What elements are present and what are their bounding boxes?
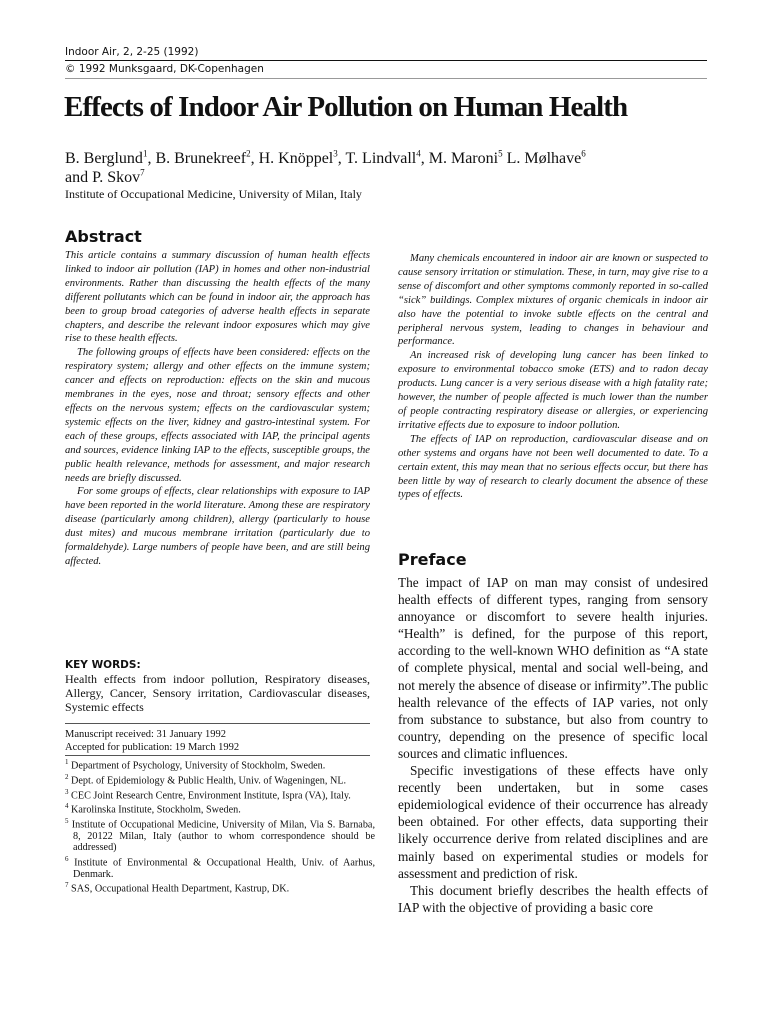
abstract-right-column	[398, 252, 708, 502]
preface-section	[398, 550, 708, 916]
copyright-line: © 1992 Munksgaard, DK-Copenhagen	[65, 61, 707, 79]
abstract-left-column	[65, 227, 370, 569]
keywords-heading: KEY WORDS:	[65, 659, 141, 671]
author: and P. Skov$^7$	[65, 167, 145, 186]
abstract-paragraph: Many chemicals encountered in indoor air are known or suspected to cause sensory irritation or stimulation. These, in turn, may give rise to a sense of discomfort and other symptoms commonly reported in so-called “sick” buildings. Complex mixtures of organic chemicals in indoor air also have the potential to invoke subtle effects on the central and peripheral nervous system, leading to changes in behaviour and performance.	[398, 253, 708, 348]
footnote: $^5$ Institute of Occupational Medicine, University of Milan, Via S. Barnaba, 8, 20122 Milan, Italy (author to whom correspondence should be addressed)	[65, 817, 375, 854]
author: B. Brunekreef$^2$,	[155, 148, 259, 167]
footnotes	[65, 757, 375, 895]
masthead	[65, 44, 707, 79]
received-date: Manuscript received: 31 January 1992	[65, 729, 226, 740]
author: H. Knöppel$^3$,	[258, 148, 346, 167]
keywords-block	[65, 659, 370, 714]
accepted-date: Accepted for publication: 19 March 1992	[65, 741, 240, 753]
article-title: Effects of Indoor Air Pollution on Human Health	[64, 91, 628, 123]
abstract-paragraph: This article contains a summary discussion of human health effects linked to indoor air pollution (IAP) in homes and other non-industrial environments. Rather than discussing the health effects of the many different pollutants which can be found in indoor air, the approach has been to group broad categories of adverse health effects in separate chapters, and describe the relevant indoor exposures which may give rise to these health effects.	[65, 250, 370, 345]
author: T. Lindvall$^4$,	[345, 148, 429, 167]
author: L. Mølhave$^6$	[506, 148, 586, 167]
footnote: $^2$ Dept. of Epidemiology & Public Health, Univ. of Wageningen, NL.	[65, 772, 347, 787]
divider	[65, 755, 370, 756]
manuscript-dates	[65, 729, 370, 754]
footnote: $^3$ CEC Joint Research Centre, Environment Institute, Ispra (VA), Italy.	[65, 787, 351, 801]
footnote: $^4$ Karolinska Institute, Stockholm, Sweden.	[65, 802, 241, 816]
preface-paragraph: This document briefly describes the health effects of IAP with the objective of providing a basic core	[398, 882, 708, 915]
affiliation: Institute of Occupational Medicine, University of Milan, Italy	[65, 187, 362, 201]
author-list	[65, 149, 715, 187]
keywords-text: Health effects from indoor pollution, Respiratory diseases, Allergy, Cancer, Sensory irritation, Cardiovascular diseases, Systemic effects	[65, 672, 370, 714]
preface-paragraph: The impact of IAP on man may consist of undesired health effects of different types, ranging from sensory annoyance or discomfort to severe health injuries. “Health” is defined, for the purpose of this report, according to the well-known WHO definition as “A state of complete physical, mental and social well-being, and not merely the absence of disease or infirmity”.The public health relevance of the effects of IAP varies, not only from substance to substance, but also from country to country, depending on the presence of specific local sources and climatic influences.	[398, 575, 708, 761]
footnote: $^6$ Institute of Environmental & Occupational Health, Univ. of Aarhus, Denmark.	[65, 854, 375, 880]
abstract-paragraph: An increased risk of developing lung cancer has been linked to exposure to environmental tobacco smoke (ETS) and to radon decay products. Lung cancer is a very serious disease with a high fatality rate; however, the number of people affected is much lower than the number of people contracting respiratory disease or allergies, or experiencing irritative effects due to exposure to indoor pollution.	[398, 350, 708, 431]
divider	[65, 723, 370, 724]
preface-paragraph: Specific investigations of these effects have only recently been undertaken, but in some cases epidemiological evidence of their occurrence has already been obtained. For other effects, data supporting their likely occurrence derive from related disciplines and are mainly based on experimental studies or models for assessment and prediction of risk.	[398, 763, 708, 881]
abstract-paragraph: For some groups of effects, clear relationships with exposure to IAP have been reported in the world literature. Among these are respiratory disease (particularly among children), allergy (particularly to house dust mites) and mucous membrane irritation (particularly due to formaldehyde). Large numbers of people have been, and are still being affected.	[65, 486, 370, 567]
abstract-paragraph: The following groups of effects have been considered: effects on the respiratory system; allergy and other effects on the immune system; cancer and effects on reproduction: effects on the skin and mucous membranes in the eyes, nose and throat; sensory effects and other effects on the nervous system; effects on the cardiovascular system; systemic effects on the liver, kidney and gastro-intestinal system. For each of these groups, effects associated with IAP, the principal agents and sources, evidence linking IAP to the effects, susceptible groups, the public health relevance, methods for assessment, and major research needs are briefly discussed.	[65, 347, 370, 484]
author: M. Maroni$^5$	[428, 148, 503, 167]
abstract-heading: Abstract	[65, 227, 142, 246]
journal-citation: Indoor Air, 2, 2-25 (1992)	[65, 44, 707, 61]
abstract-paragraph: The effects of IAP on reproduction, cardiovascular disease and on other systems and organs have not been well documented to date. To a certain extent, this may mean that no serious effects occur, but there has been little by way of research to clearly document the absence of these types of effects.	[398, 433, 708, 501]
preface-heading: Preface	[398, 550, 467, 569]
footnote: $^7$ SAS, Occupational Health Department, Kastrup, DK.	[65, 881, 290, 895]
author: B. Berglund$^1$,	[65, 148, 156, 167]
footnote: $^1$ Department of Psychology, University of Stockholm, Sweden.	[65, 758, 326, 772]
